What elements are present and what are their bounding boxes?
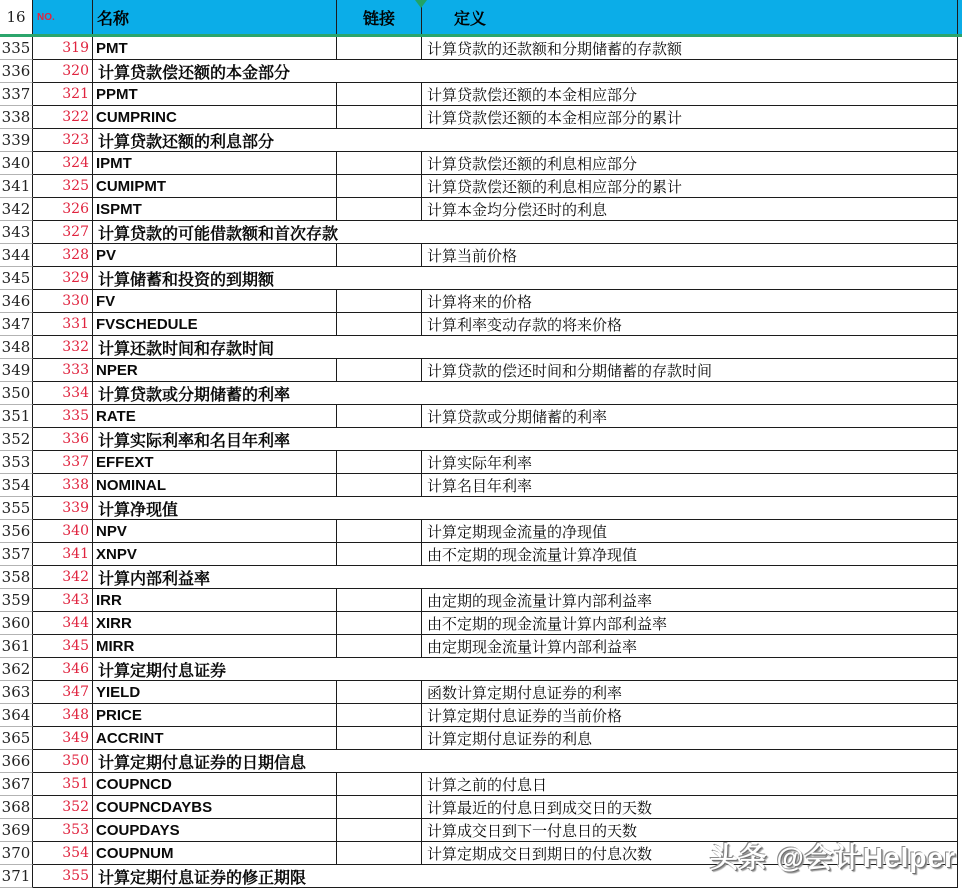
definition-cell[interactable]: 计算贷款的还款额和分期储蓄的存款额 [422,37,958,60]
link-cell[interactable] [337,290,422,313]
function-name-cell[interactable]: ACCRINT [93,727,337,750]
table-row [0,336,962,359]
no-cell[interactable]: 329 [33,267,93,290]
row-filler [958,428,962,451]
no-cell[interactable]: 351 [33,773,93,796]
row-filler [958,773,962,796]
column-header-link[interactable]: 链接 [337,0,422,34]
link-cell[interactable] [337,106,422,129]
table-row [0,428,962,451]
definition-cell[interactable]: 由不定期的现金流量计算净现值 [422,543,958,566]
function-name-cell[interactable]: XIRR [93,612,337,635]
row-filler [958,290,962,313]
function-name-cell[interactable]: NOMINAL [93,474,337,497]
row-number-cell[interactable]: 354 [0,474,33,497]
no-cell[interactable]: 323 [33,129,93,152]
no-cell[interactable]: 324 [33,152,93,175]
definition-cell[interactable]: 计算实际年利率 [422,451,958,474]
no-cell[interactable]: 322 [33,106,93,129]
link-cell[interactable] [337,819,422,842]
row-filler [958,750,962,773]
link-cell[interactable] [337,313,422,336]
no-cell[interactable]: 339 [33,497,93,520]
no-cell[interactable]: 326 [33,198,93,221]
link-cell[interactable] [337,842,422,865]
row-number-cell[interactable]: 341 [0,175,33,198]
comment-marker-icon [415,0,427,8]
row-number-cell[interactable]: 370 [0,842,33,865]
row-number-cell[interactable]: 368 [0,796,33,819]
row-filler [958,796,962,819]
row-number-cell[interactable]: 365 [0,727,33,750]
row-filler [958,198,962,221]
function-name-cell[interactable]: CUMIPMT [93,175,337,198]
no-cell[interactable]: 328 [33,244,93,267]
table-row [0,244,962,267]
function-name-cell[interactable]: IRR [93,589,337,612]
link-cell[interactable] [337,543,422,566]
table-row [0,727,962,750]
row-number-cell[interactable]: 346 [0,290,33,313]
row-filler [958,336,962,359]
row-filler [958,175,962,198]
definition-cell[interactable]: 计算名目年利率 [422,474,958,497]
definition-cell[interactable]: 由定期现金流量计算内部利益率 [422,635,958,658]
link-cell[interactable] [337,796,422,819]
no-cell[interactable]: 319 [33,37,93,60]
column-header-no[interactable]: NO. [33,0,93,34]
no-cell[interactable]: 327 [33,221,93,244]
table-row [0,221,962,244]
definition-cell[interactable]: 计算当前价格 [422,244,958,267]
function-name-cell[interactable]: FVSCHEDULE [93,313,337,336]
no-cell[interactable]: 336 [33,428,93,451]
table-row [0,37,962,60]
row-number-cell[interactable]: 351 [0,405,33,428]
row-filler [958,129,962,152]
table-row [0,520,962,543]
function-name-cell[interactable]: PRICE [93,704,337,727]
row-number-cell[interactable]: 353 [0,451,33,474]
no-cell[interactable]: 340 [33,520,93,543]
no-cell[interactable]: 352 [33,796,93,819]
row-filler [958,106,962,129]
function-name-cell[interactable]: IPMT [93,152,337,175]
row-number-cell[interactable]: 338 [0,106,33,129]
row-number-cell[interactable]: 348 [0,336,33,359]
category-name-cell[interactable]: 计算还款时间和存款时间 [93,336,958,359]
no-cell[interactable]: 348 [33,704,93,727]
row-filler [958,382,962,405]
category-name-cell[interactable]: 计算定期付息证券的修正期限 [93,865,958,888]
definition-cell[interactable]: 函数计算定期付息证券的利率 [422,681,958,704]
definition-cell[interactable]: 由定期的现金流量计算内部利益率 [422,589,958,612]
no-cell[interactable]: 343 [33,589,93,612]
row-filler [958,244,962,267]
category-name-cell[interactable]: 计算内部利益率 [93,566,958,589]
category-name-cell[interactable]: 计算定期付息证券的日期信息 [93,750,958,773]
row-number-cell[interactable]: 361 [0,635,33,658]
link-cell[interactable] [337,175,422,198]
row-filler [958,566,962,589]
row-number-cell[interactable]: 357 [0,543,33,566]
definition-cell[interactable]: 计算成交日到下一付息日的天数 [422,819,958,842]
row-filler [958,612,962,635]
table-row [0,106,962,129]
definition-cell[interactable]: 计算贷款偿还额的本金相应部分 [422,83,958,106]
definition-cell[interactable]: 计算贷款的偿还时间和分期储蓄的存款时间 [422,359,958,382]
definition-cell[interactable]: 计算贷款偿还额的利息相应部分 [422,152,958,175]
link-cell[interactable] [337,451,422,474]
row-filler [958,60,962,83]
link-cell[interactable] [337,773,422,796]
row-number-cell[interactable]: 349 [0,359,33,382]
row-number-cell[interactable]: 344 [0,244,33,267]
definition-cell[interactable]: 计算定期付息证券的当前价格 [422,704,958,727]
row-filler [958,405,962,428]
row-number-cell[interactable]: 356 [0,520,33,543]
row-number-cell[interactable]: 362 [0,658,33,681]
row-number-cell[interactable]: 355 [0,497,33,520]
row-filler [958,267,962,290]
definition-cell[interactable]: 计算利率变动存款的将来价格 [422,313,958,336]
function-name-cell[interactable]: YIELD [93,681,337,704]
table-row [0,60,962,83]
function-name-cell[interactable]: FV [93,290,337,313]
row-number-cell[interactable]: 367 [0,773,33,796]
no-cell[interactable]: 330 [33,290,93,313]
row-number-cell[interactable]: 342 [0,198,33,221]
table-row [0,152,962,175]
no-cell[interactable]: 349 [33,727,93,750]
row-number-cell[interactable]: 350 [0,382,33,405]
no-cell[interactable]: 332 [33,336,93,359]
no-cell[interactable]: 353 [33,819,93,842]
no-cell[interactable]: 355 [33,865,93,888]
row-number-cell[interactable]: 366 [0,750,33,773]
row-filler [958,658,962,681]
link-cell[interactable] [337,704,422,727]
row-filler [958,520,962,543]
function-name-cell[interactable]: CUMPRINC [93,106,337,129]
category-name-cell[interactable]: 计算贷款或分期储蓄的利率 [93,382,958,405]
row-filler [958,842,962,865]
row-number-cell[interactable]: 359 [0,589,33,612]
function-name-cell[interactable]: PPMT [93,83,337,106]
no-cell[interactable]: 347 [33,681,93,704]
category-name-cell[interactable]: 计算贷款还额的利息部分 [93,129,958,152]
row-filler [958,704,962,727]
row-number-cell[interactable]: 364 [0,704,33,727]
no-cell[interactable]: 350 [33,750,93,773]
function-name-cell[interactable]: ISPMT [93,198,337,221]
no-cell[interactable]: 320 [33,60,93,83]
link-cell[interactable] [337,589,422,612]
table-row [0,612,962,635]
table-row [0,405,962,428]
no-cell[interactable]: 321 [33,83,93,106]
row-number-cell[interactable]: 371 [0,865,33,888]
definition-cell[interactable]: 计算定期成交日到期日的付息次数 [422,842,958,865]
category-name-cell[interactable]: 计算定期付息证券 [93,658,958,681]
table-row [0,658,962,681]
row-number-cell[interactable]: 363 [0,681,33,704]
row-number-cell[interactable]: 360 [0,612,33,635]
link-cell[interactable] [337,83,422,106]
link-cell[interactable] [337,520,422,543]
row-filler [958,865,962,888]
category-name-cell[interactable]: 计算实际利率和名目年利率 [93,428,958,451]
link-cell[interactable] [337,359,422,382]
column-header-definition[interactable]: 定义 [422,0,958,34]
table-row [0,198,962,221]
no-cell[interactable]: 345 [33,635,93,658]
category-name-cell[interactable]: 计算贷款偿还额的本金部分 [93,60,958,83]
function-name-cell[interactable]: NPER [93,359,337,382]
table-row [0,589,962,612]
row-filler [958,83,962,106]
function-name-cell[interactable]: PMT [93,37,337,60]
row-filler [958,727,962,750]
row-filler [958,819,962,842]
definition-cell[interactable]: 由不定期的现金流量计算内部利益率 [422,612,958,635]
row-number-cell[interactable]: 335 [0,37,33,60]
no-cell[interactable]: 354 [33,842,93,865]
link-cell[interactable] [337,727,422,750]
row-filler [958,37,962,60]
no-cell[interactable]: 341 [33,543,93,566]
link-cell[interactable] [337,612,422,635]
no-cell[interactable]: 337 [33,451,93,474]
no-cell[interactable]: 346 [33,658,93,681]
row-number-cell[interactable]: 340 [0,152,33,175]
header-row-number[interactable]: 16 [0,0,33,34]
definition-cell[interactable]: 计算贷款或分期储蓄的利率 [422,405,958,428]
row-number-cell[interactable]: 337 [0,83,33,106]
row-number-cell[interactable]: 358 [0,566,33,589]
table-row [0,819,962,842]
row-filler [958,359,962,382]
link-cell[interactable] [337,474,422,497]
table-row [0,382,962,405]
table-row [0,566,962,589]
table-row [0,474,962,497]
row-number-cell[interactable]: 347 [0,313,33,336]
link-cell[interactable] [337,405,422,428]
no-cell[interactable]: 338 [33,474,93,497]
function-name-cell[interactable]: COUPNCD [93,773,337,796]
no-cell[interactable]: 344 [33,612,93,635]
category-name-cell[interactable]: 计算净现值 [93,497,958,520]
row-filler [958,474,962,497]
row-filler [958,152,962,175]
table-row [0,635,962,658]
table-row [0,451,962,474]
row-number-cell[interactable]: 369 [0,819,33,842]
row-filler [958,589,962,612]
row-filler [958,451,962,474]
header-filler [958,0,962,34]
definition-cell[interactable]: 计算本金均分偿还时的利息 [422,198,958,221]
link-cell[interactable] [337,244,422,267]
definition-cell[interactable]: 计算定期现金流量的净现值 [422,520,958,543]
no-cell[interactable]: 325 [33,175,93,198]
row-filler [958,681,962,704]
table-row [0,704,962,727]
definition-cell[interactable]: 计算贷款偿还额的本金相应部分的累计 [422,106,958,129]
no-cell[interactable]: 333 [33,359,93,382]
definition-cell[interactable]: 计算贷款偿还额的利息相应部分的累计 [422,175,958,198]
table-row [0,842,962,865]
function-name-cell[interactable]: PV [93,244,337,267]
function-name-cell[interactable]: COUPDAYS [93,819,337,842]
table-row [0,865,962,888]
row-filler [958,313,962,336]
category-name-cell[interactable]: 计算贷款的可能借款额和首次存款 [93,221,958,244]
row-number-cell[interactable]: 352 [0,428,33,451]
link-cell[interactable] [337,37,422,60]
table-row [0,497,962,520]
function-name-cell[interactable]: NPV [93,520,337,543]
table-row [0,773,962,796]
table-row [0,175,962,198]
function-name-cell[interactable]: XNPV [93,543,337,566]
row-filler [958,543,962,566]
function-name-cell[interactable]: EFFEXT [93,451,337,474]
table-header-row [0,0,962,34]
table-row [0,129,962,152]
category-name-cell[interactable]: 计算储蓄和投资的到期额 [93,267,958,290]
function-name-cell[interactable]: COUPNCDAYBS [93,796,337,819]
row-filler [958,221,962,244]
row-number-cell[interactable]: 345 [0,267,33,290]
definition-cell[interactable]: 计算定期付息证券的利息 [422,727,958,750]
no-cell[interactable]: 334 [33,382,93,405]
row-number-cell[interactable]: 336 [0,60,33,83]
no-cell[interactable]: 331 [33,313,93,336]
link-cell[interactable] [337,198,422,221]
link-cell[interactable] [337,681,422,704]
function-name-cell[interactable]: MIRR [93,635,337,658]
definition-cell[interactable]: 计算最近的付息日到成交日的天数 [422,796,958,819]
table-row [0,796,962,819]
table-row [0,750,962,773]
table-row [0,359,962,382]
table-row [0,681,962,704]
definition-cell[interactable]: 计算之前的付息日 [422,773,958,796]
column-header-name[interactable]: 名称 [93,0,337,34]
table-row [0,543,962,566]
table-row [0,267,962,290]
definition-cell[interactable]: 计算将来的价格 [422,290,958,313]
function-name-cell[interactable]: COUPNUM [93,842,337,865]
function-name-cell[interactable]: RATE [93,405,337,428]
watermark: 头条 @会计Helper [709,842,956,873]
table-row [0,290,962,313]
link-cell[interactable] [337,152,422,175]
no-cell[interactable]: 342 [33,566,93,589]
table-row [0,313,962,336]
row-number-cell[interactable]: 343 [0,221,33,244]
row-number-cell[interactable]: 339 [0,129,33,152]
row-filler [958,497,962,520]
row-filler [958,635,962,658]
table-body [0,37,962,888]
link-cell[interactable] [337,635,422,658]
table-row [0,83,962,106]
no-cell[interactable]: 335 [33,405,93,428]
